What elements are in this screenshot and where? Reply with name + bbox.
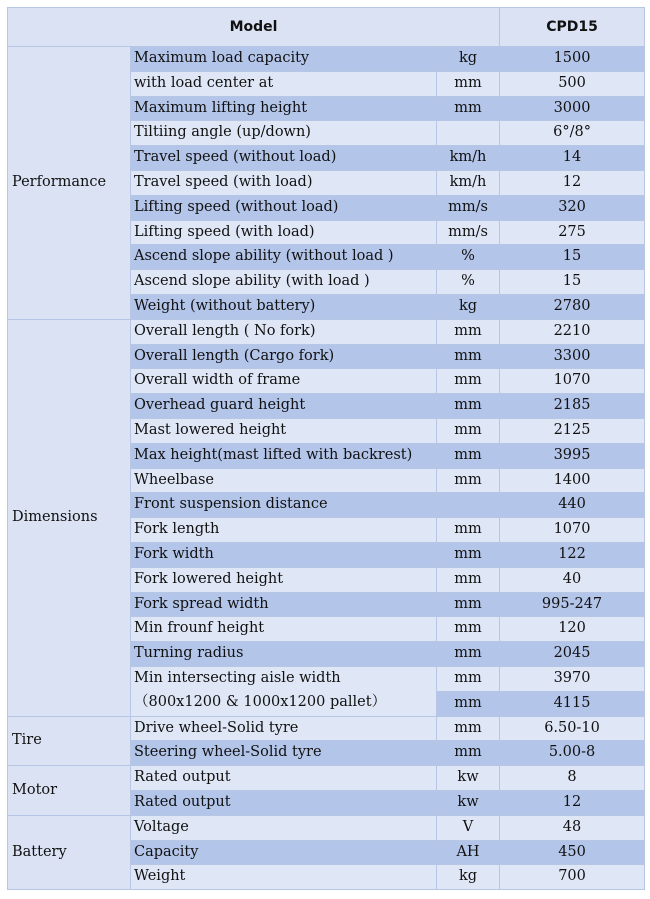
param-value: 5.00-8	[500, 741, 645, 766]
param-name: Lifting speed (with load)	[131, 220, 437, 245]
param-unit: mm	[437, 369, 500, 394]
param-name: Overhead guard height	[131, 394, 437, 419]
table-row	[8, 766, 645, 791]
model-header: Model	[8, 8, 500, 47]
param-name: Overall width of frame	[131, 369, 437, 394]
param-unit: mm	[437, 741, 500, 766]
param-value: 1400	[500, 468, 645, 493]
group-label-battery: Battery	[8, 815, 131, 889]
table-row	[8, 716, 645, 741]
param-value: 12	[500, 790, 645, 815]
param-name: Fork length	[131, 518, 437, 543]
param-name: Travel speed (without load)	[131, 146, 437, 171]
param-name: Wheelbase	[131, 468, 437, 493]
param-value: 2185	[500, 394, 645, 419]
param-unit: mm	[437, 443, 500, 468]
param-unit: kg	[437, 47, 500, 72]
spec-table	[7, 7, 645, 890]
param-value: 14	[500, 146, 645, 171]
param-value: 1500	[500, 47, 645, 72]
group-label-performance: Performance	[8, 47, 131, 320]
table-row	[8, 815, 645, 840]
param-unit: kg	[437, 865, 500, 890]
param-unit: mm	[437, 542, 500, 567]
param-unit: mm	[437, 716, 500, 741]
param-value: 2210	[500, 319, 645, 344]
param-value: 48	[500, 815, 645, 840]
param-name: Fork width	[131, 542, 437, 567]
param-name: Fork lowered height	[131, 567, 437, 592]
param-value: 1070	[500, 369, 645, 394]
param-unit: km/h	[437, 170, 500, 195]
param-value: 120	[500, 617, 645, 642]
param-name: Maximum load capacity	[131, 47, 437, 72]
param-name: Tiltiing angle (up/down)	[131, 121, 437, 146]
param-unit: mm	[437, 96, 500, 121]
spec-sheet	[7, 7, 644, 890]
param-name: with load center at	[131, 71, 437, 96]
param-value: 275	[500, 220, 645, 245]
param-unit: kw	[437, 790, 500, 815]
param-name: Fork spread width	[131, 592, 437, 617]
aisle-width-param	[131, 666, 437, 716]
param-name: Drive wheel-Solid tyre	[131, 716, 437, 741]
param-value: 700	[500, 865, 645, 890]
param-value: 8	[500, 766, 645, 791]
param-value: 6.50-10	[500, 716, 645, 741]
param-name: Overall length ( No fork)	[131, 319, 437, 344]
aisle-line-2: （800x1200 & 1000x1200 pallet）	[134, 694, 387, 711]
param-name: Capacity	[131, 840, 437, 865]
param-name: Lifting speed (without load)	[131, 195, 437, 220]
param-value: 1070	[500, 518, 645, 543]
table-row	[8, 319, 645, 344]
spec-body	[8, 47, 645, 890]
param-unit: mm	[437, 666, 500, 691]
param-unit: mm	[437, 567, 500, 592]
param-name: Rated output	[131, 766, 437, 791]
header-row	[8, 8, 645, 47]
param-value: 450	[500, 840, 645, 865]
param-unit	[437, 121, 500, 146]
param-name: Weight (without battery)	[131, 294, 437, 319]
param-name: Steering wheel-Solid tyre	[131, 741, 437, 766]
param-unit: mm	[437, 642, 500, 667]
param-name: Min frounf height	[131, 617, 437, 642]
param-value: 122	[500, 542, 645, 567]
param-name: Overall length (Cargo fork)	[131, 344, 437, 369]
param-unit: mm	[437, 592, 500, 617]
param-value: 3995	[500, 443, 645, 468]
param-value: 15	[500, 270, 645, 295]
group-label-dimensions: Dimensions	[8, 319, 131, 716]
param-unit: mm	[437, 418, 500, 443]
param-unit	[437, 493, 500, 518]
param-unit: mm	[437, 468, 500, 493]
param-unit: mm/s	[437, 195, 500, 220]
param-name: Max height(mast lifted with backrest)	[131, 443, 437, 468]
param-name: Maximum lifting height	[131, 96, 437, 121]
group-label-motor: Motor	[8, 766, 131, 816]
param-name: Front suspension distance	[131, 493, 437, 518]
param-value: 40	[500, 567, 645, 592]
param-name: Travel speed (with load)	[131, 170, 437, 195]
param-unit: mm	[437, 319, 500, 344]
param-name: Voltage	[131, 815, 437, 840]
param-name: Ascend slope ability (with load )	[131, 270, 437, 295]
param-value: 3970	[500, 666, 645, 691]
param-unit: mm	[437, 344, 500, 369]
param-unit: mm	[437, 518, 500, 543]
param-value: 3300	[500, 344, 645, 369]
param-unit: mm	[437, 71, 500, 96]
param-value: 320	[500, 195, 645, 220]
param-value: 500	[500, 71, 645, 96]
param-unit: mm	[437, 691, 500, 716]
param-unit: mm/s	[437, 220, 500, 245]
param-unit: kg	[437, 294, 500, 319]
param-unit: kw	[437, 766, 500, 791]
table-row	[8, 47, 645, 72]
param-name: Weight	[131, 865, 437, 890]
param-unit: mm	[437, 394, 500, 419]
param-name: Ascend slope ability (without load )	[131, 245, 437, 270]
param-value: 6°/8°	[500, 121, 645, 146]
param-unit: V	[437, 815, 500, 840]
param-value: 2125	[500, 418, 645, 443]
group-label-tire: Tire	[8, 716, 131, 766]
param-value: 3000	[500, 96, 645, 121]
param-unit: AH	[437, 840, 500, 865]
param-value: 2045	[500, 642, 645, 667]
param-unit: %	[437, 270, 500, 295]
param-unit: km/h	[437, 146, 500, 171]
param-name: Turning radius	[131, 642, 437, 667]
param-unit: %	[437, 245, 500, 270]
param-value: 15	[500, 245, 645, 270]
param-value: 2780	[500, 294, 645, 319]
param-name: Mast lowered height	[131, 418, 437, 443]
param-value: 4115	[500, 691, 645, 716]
param-value: 12	[500, 170, 645, 195]
param-value: 440	[500, 493, 645, 518]
param-name: Rated output	[131, 790, 437, 815]
param-unit: mm	[437, 617, 500, 642]
model-value: CPD15	[500, 8, 645, 47]
aisle-line-1: Min intersecting aisle width	[134, 670, 341, 687]
param-value: 995-247	[500, 592, 645, 617]
